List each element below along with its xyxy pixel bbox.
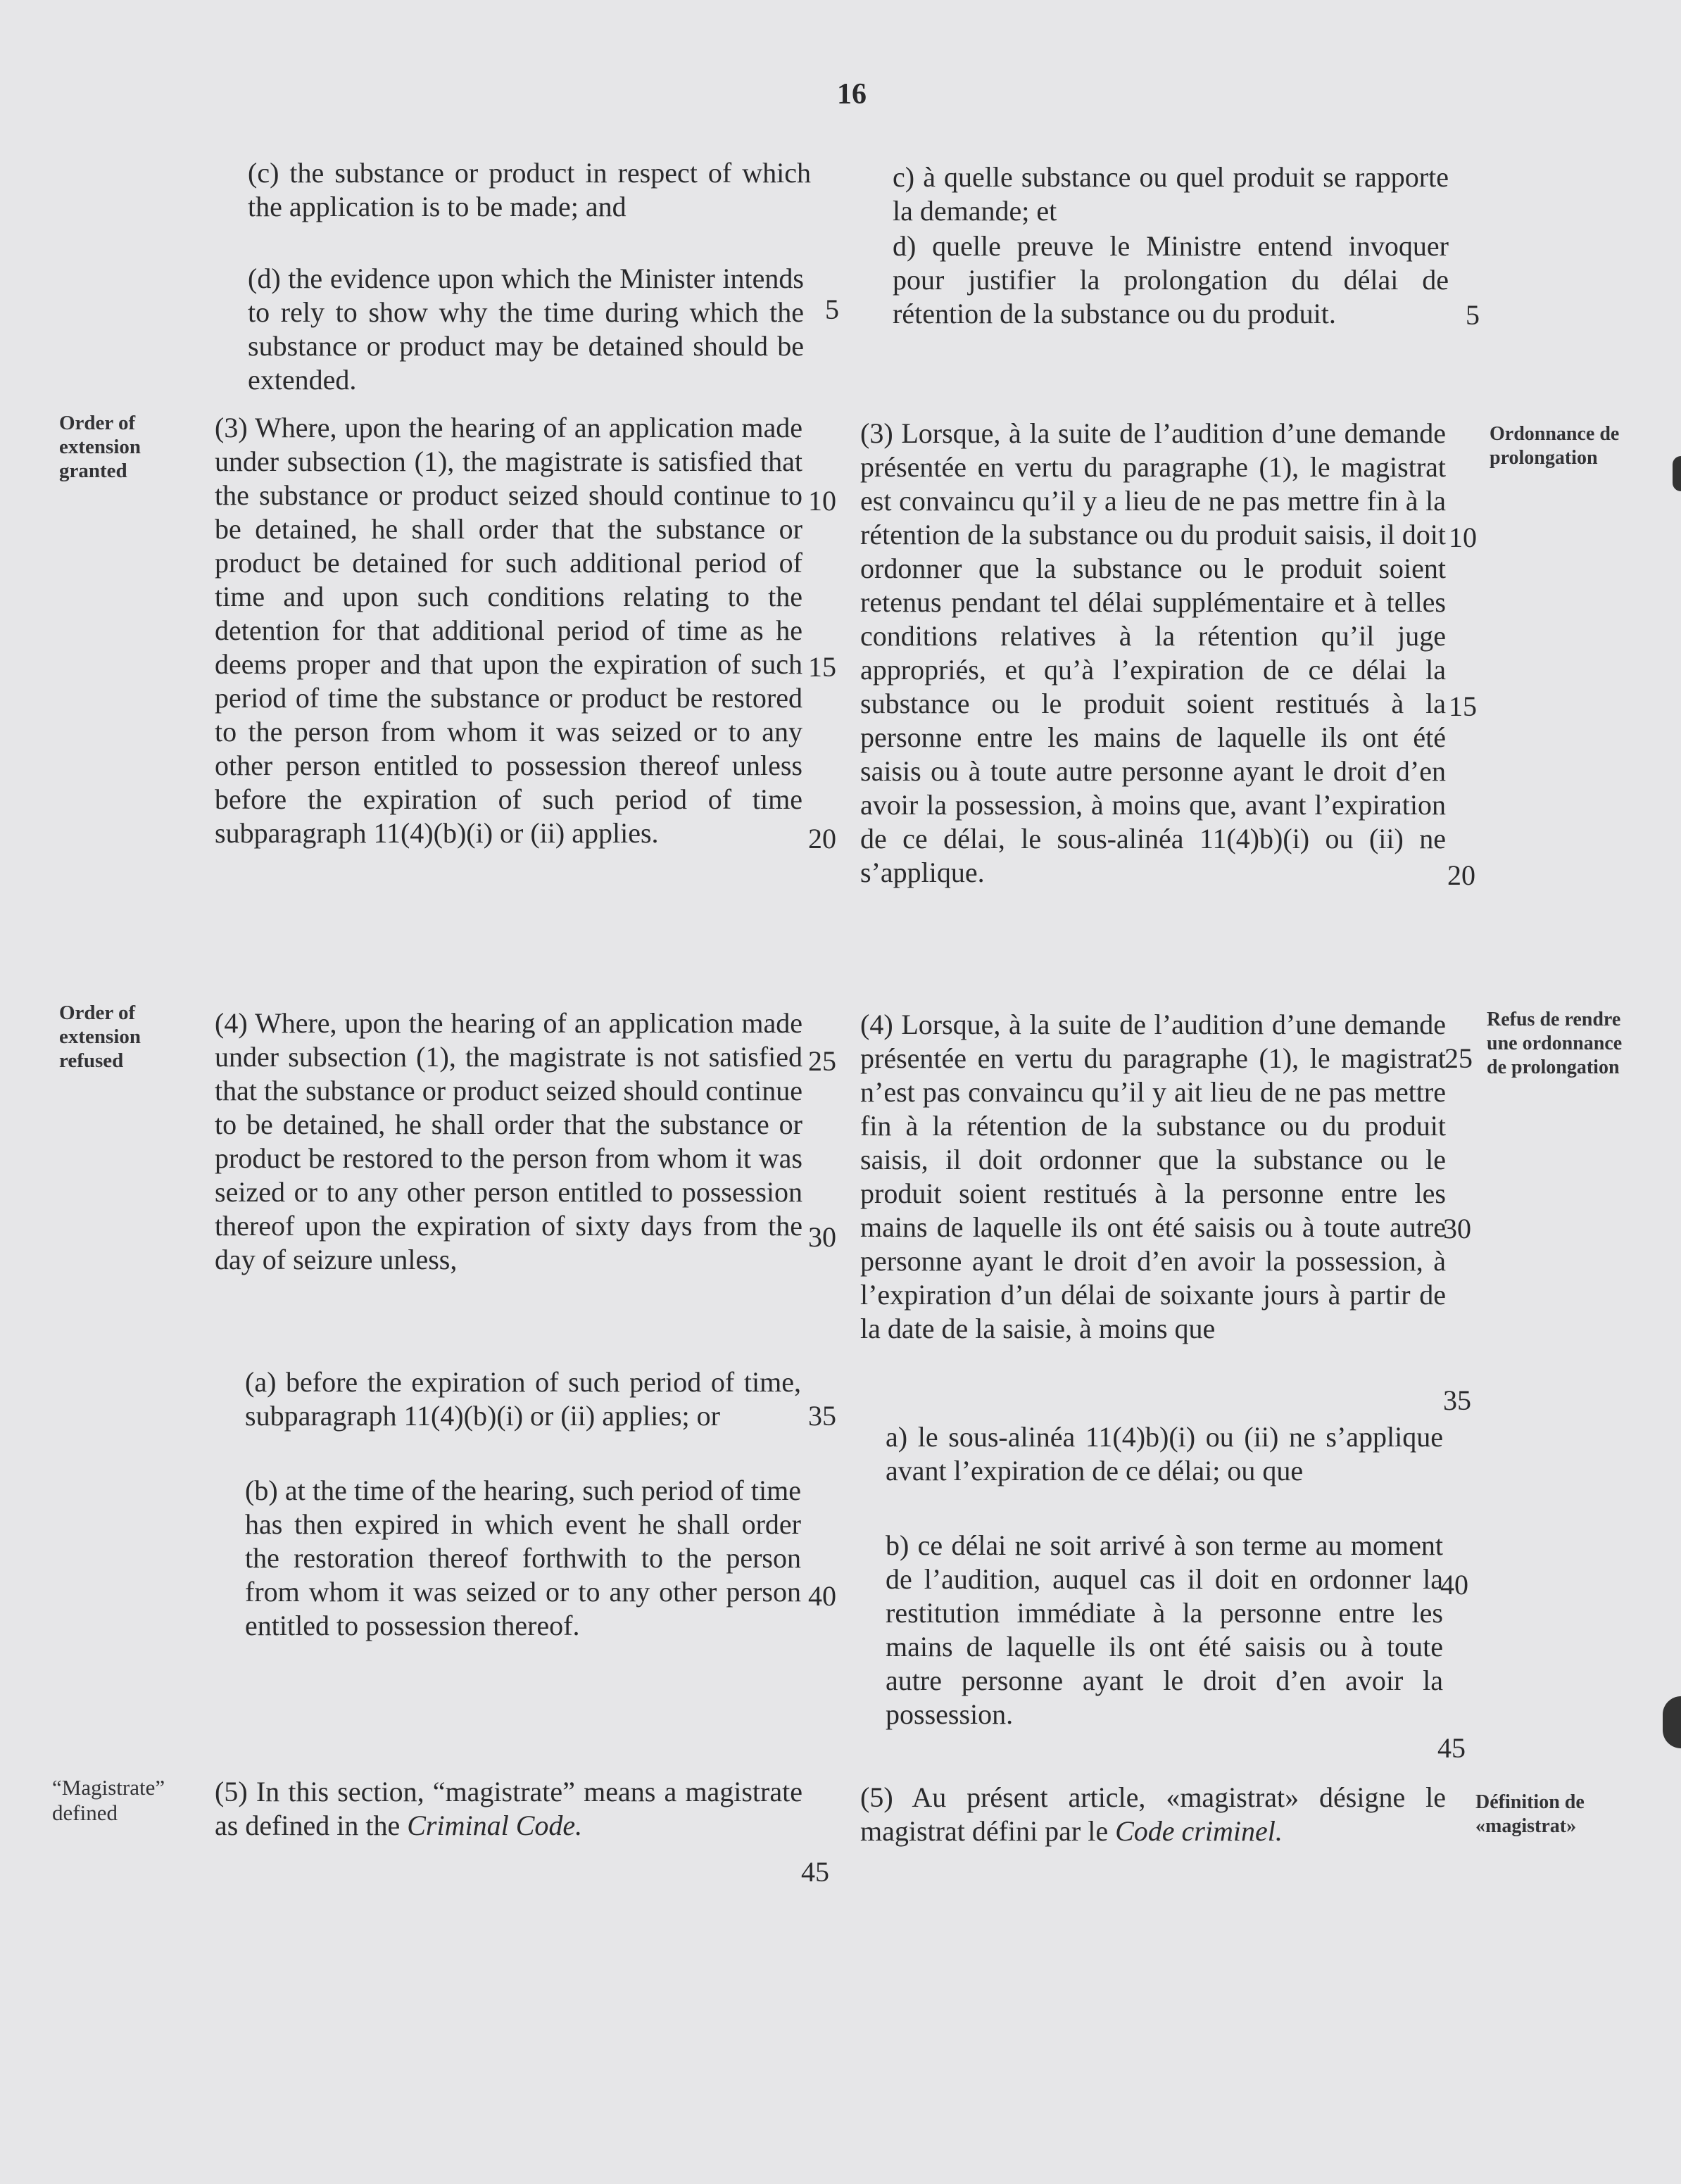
- fr-paragraph-5: (5) Au présent article, «magistrat» désigne le magistrat défini par le Code criminel.: [860, 1781, 1446, 1847]
- binding-hole-mark: [1673, 456, 1681, 491]
- en-item-c: (c) the substance or product in respect of which the application is to be made; and: [248, 157, 811, 222]
- fr-line-number: 40: [1440, 1569, 1468, 1601]
- en-note-extension-granted: Order of extension granted: [59, 412, 141, 482]
- en-item-4b: (b) at the time of the hearing, such period of time has then expired in which event he shall order the restoration thereof forthwith to the person from whom it was seized or to any other person entitled to possession thereof.: [245, 1475, 801, 1641]
- en-note-extension-refused: Order of extension refused: [59, 1002, 141, 1072]
- fr-paragraph-4: (4) Lorsque, à la suite de l’audition d’une demande présentée en vertu du paragraphe (1), le magistrat n’est pas convaincu qu’il y ait lieu de ne pas mettre fin à la rétention de la substance ou du produit saisis, il doit ordonner que la substance ou le produit soient restitués à la personne entre les mains de laquelle ils ont été saisis ou à toute autre personne ayant le droit d’en avoir la possession, à l’expiration d’un délai de soixante jours à partir de la date de la saisie, à moins que: [860, 1009, 1446, 1344]
- en-paragraph-4: (4) Where, upon the hearing of an application made under subsection (1), the magistrate is not satisfied that the substance or product seized should continue to be detained, he shall order that the substance or product be restored to the person from whom it was seized or to any other person entitled to possession thereof upon the expiration of sixty days from the day of seizure unless,: [215, 1007, 802, 1275]
- en-line-number: 40: [808, 1580, 836, 1612]
- fr-note-refus-ordonnance: Refus de rendre une ordonnance de prolongation: [1487, 1009, 1623, 1078]
- en-line-number: 15: [808, 651, 836, 683]
- fr-line-number: 15: [1449, 690, 1477, 722]
- fr-line-number: 25: [1444, 1042, 1473, 1074]
- fr-note-ordonnance-prolongation: Ordonnance de prolongation: [1490, 423, 1620, 469]
- fr-item-c: c) à quelle substance ou quel produit se rapporte la demande; et: [893, 161, 1449, 227]
- page-number: 16: [837, 78, 867, 111]
- en-note-magistrate-defined: “Magistrate” defined: [52, 1775, 165, 1825]
- en-item-d: (d) the evidence upon which the Minister intends to rely to show why the time during which the substance or product may be detained should be extended.: [248, 263, 804, 396]
- en-line-number: 45: [801, 1856, 829, 1888]
- en-line-number: 35: [808, 1400, 836, 1432]
- binding-hole-mark: [1663, 1696, 1681, 1748]
- fr-line-number: 35: [1443, 1384, 1471, 1416]
- fr-paragraph-3: (3) Lorsque, à la suite de l’audition d’une demande présentée en vertu du paragraphe (1), le magistrat est convaincu qu’il y a lieu de ne pas mettre fin à la rétention de la substance ou du produit saisis, il doit ordonner que la substance ou le produit soient retenus pendant tel délai supplémentaire et à telles conditions relatives à la rétention qu’il juge appropriés, et qu’à l’expiration de ce délai la substance ou le produit soient restitués à la personne entre les mains de laquelle ils ont été saisis ou à toute autre personne ayant le droit d’en avoir la possession, à moins que, avant l’expiration de ce délai, le sous-alinéa 11(4)b)(i) ou (ii) ne s’applique.: [860, 417, 1446, 888]
- en-line-number: 20: [808, 823, 836, 854]
- fr-item-4a: a) le sous-alinéa 11(4)b)(i) ou (ii) ne s’applique avant l’expiration de ce délai; ou que: [886, 1421, 1443, 1486]
- fr-line-number: 20: [1447, 859, 1475, 891]
- en-paragraph-3: (3) Where, upon the hearing of an application made under subsection (1), the magistrate is satisfied that the substance or product seized should continue to be detained, he shall order that the substance or product be detained for such additional period of time and upon such conditions relating to the detention for that additional period of time as he deems proper and that upon the expiration of such period of time the substance or product be restored to the person from whom it was seized or to any other person entitled to possession thereof unless before the expiration of such period of time subparagraph 11(4)(b)(i) or (ii) applies.: [215, 412, 802, 849]
- fr-line-number: 30: [1443, 1213, 1471, 1244]
- fr-item-4b: b) ce délai ne soit arrivé à son terme au moment de l’audition, auquel cas il doit en ordonner la restitution immédiate à la personne entre les mains de laquelle ils ont été saisis ou à toute autre personne ayant le droit d’en avoir la possession.: [886, 1529, 1443, 1730]
- fr-line-number: 10: [1449, 522, 1477, 553]
- en-line-number: 5: [825, 293, 839, 325]
- en-line-number: 25: [808, 1045, 836, 1077]
- fr-item-d: d) quelle preuve le Ministre entend invoquer pour justifier la prolongation du délai de rétention de la substance ou du produit.: [893, 230, 1449, 329]
- en-item-4a: (a) before the expiration of such period of time, subparagraph 11(4)(b)(i) or (ii) applies; or: [245, 1366, 801, 1432]
- fr-line-number: 5: [1466, 299, 1480, 331]
- en-line-number: 30: [808, 1221, 836, 1253]
- fr-note-definition-magistrat: Définition de «magistrat»: [1475, 1791, 1585, 1837]
- en-paragraph-5: (5) In this section, “magistrate” means a magistrate as defined in the Criminal Code.: [215, 1776, 802, 1841]
- fr-line-number: 45: [1437, 1732, 1466, 1764]
- en-line-number: 10: [808, 485, 836, 517]
